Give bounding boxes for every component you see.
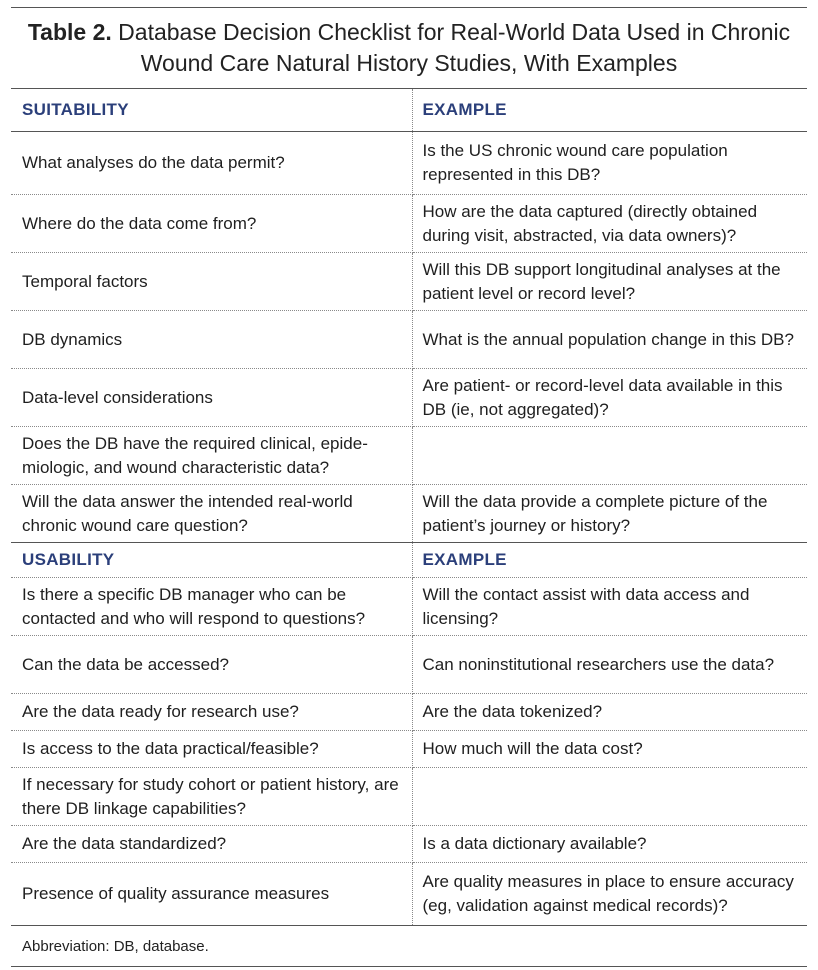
suitability-header-row	[11, 89, 807, 132]
usability-example: Can noninstitutional researchers use the data?	[412, 636, 807, 694]
suitability-header: SUITABILITY	[11, 89, 412, 132]
table-caption: Database Decision Checklist for Real-World Data Used in Chronic Wound Care Natural History Studies, With Examples	[118, 19, 791, 76]
table-title	[11, 7, 807, 89]
usability-example: How much will the data cost?	[412, 731, 807, 768]
suitability-example: How are the data captured (directly obtained during visit, abstracted, via data owners)?	[412, 195, 807, 253]
table-row	[11, 768, 807, 826]
table-row	[11, 311, 807, 369]
suitability-example-header: EXAMPLE	[412, 89, 807, 132]
table-row	[11, 826, 807, 863]
usability-item: If necessary for study cohort or patient history, are there DB linkage capabilities?	[11, 768, 412, 826]
usability-item: Is there a specific DB manager who can be contacted and who will respond to questions?	[11, 578, 412, 636]
table-footnote	[11, 925, 807, 967]
suitability-example: Is the US chronic wound care population represented in this DB?	[412, 132, 807, 195]
table-row	[11, 694, 807, 731]
table-row	[11, 132, 807, 195]
usability-example: Are quality measures in place to ensure accuracy (eg, validation against medical records)?	[422, 872, 794, 915]
suitability-example: Will this DB support longitudinal analyses at the patient level or record level?	[412, 253, 807, 311]
usability-header: USABILITY	[11, 543, 412, 578]
table-row	[11, 195, 807, 253]
checklist-table-figure	[11, 7, 807, 967]
table-row	[11, 863, 807, 926]
suitability-item: Temporal factors	[11, 253, 412, 311]
suitability-example: What is the annual population change in this DB?	[412, 311, 807, 369]
usability-example: Are the data tokenized?	[412, 694, 807, 731]
suitability-example: Will the data provide a complete picture of the patient’s journey or history?	[412, 485, 807, 543]
usability-item: Can the data be accessed?	[11, 636, 412, 694]
usability-item: Is access to the data practical/feasible?	[11, 731, 412, 768]
table-row	[11, 427, 807, 485]
suitability-example: Are patient- or record-level data available in this DB (ie, not aggregated)?	[412, 369, 807, 427]
usability-example: Will the contact assist with data access and licensing?	[412, 578, 807, 636]
table-row	[11, 636, 807, 694]
suitability-example	[412, 427, 807, 485]
usability-example: Is a data dictionary available?	[412, 826, 807, 863]
usability-example-header: EXAMPLE	[412, 543, 807, 578]
suitability-item: Where do the data come from?	[11, 195, 412, 253]
usability-example	[412, 768, 807, 826]
suitability-item: DB dynamics	[11, 311, 412, 369]
usability-item: Presence of quality assurance measures	[11, 863, 412, 926]
table-row	[11, 485, 807, 543]
usability-header-row	[11, 543, 807, 578]
usability-item: Are the data standardized?	[11, 826, 412, 863]
footnote-text: Abbreviation: DB, database.	[22, 937, 209, 955]
table-row	[11, 253, 807, 311]
table-label: Table 2.	[27, 19, 112, 45]
suitability-item: Will the data answer the intended real-world chronic wound care question?	[11, 485, 412, 543]
usability-item: Are the data ready for research use?	[11, 694, 412, 731]
table-row	[11, 578, 807, 636]
suitability-item: Data-level considerations	[11, 369, 412, 427]
checklist-table	[11, 89, 807, 925]
table-row	[11, 731, 807, 768]
table-row	[11, 369, 807, 427]
suitability-item: Does the DB have the required clinical, epidemiologic, and wound characteristic data?	[11, 427, 412, 485]
suitability-item: What analyses do the data permit?	[11, 132, 412, 195]
